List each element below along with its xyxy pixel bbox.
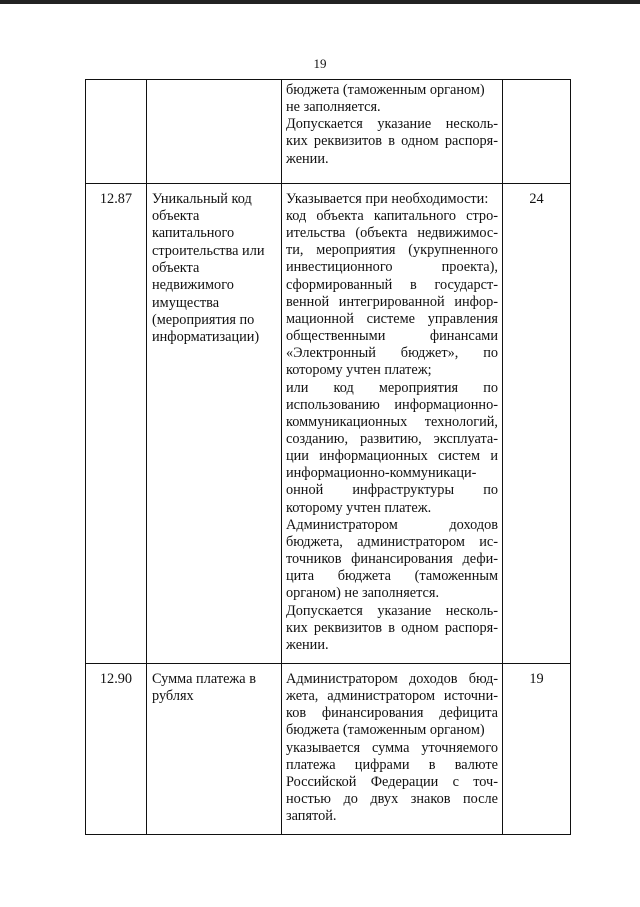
description-line: инвестиционного проекта), <box>286 259 498 276</box>
description-line: органом) не заполняется. <box>286 585 440 602</box>
page-number: 19 <box>313 56 327 71</box>
requisite-name-line: объекта <box>152 208 200 225</box>
description-text <box>286 80 498 183</box>
description-line: ких реквизитов в одном распоря- <box>286 619 498 636</box>
requisite-name-line: объекта <box>152 259 200 276</box>
description-line: Администратором доходов <box>286 516 498 533</box>
requisite-name-cell <box>147 664 282 835</box>
description-line: коммуникационных технологий, <box>286 413 498 430</box>
description-line: цита бюджета (таможенным <box>286 568 498 585</box>
description-line: запятой. <box>286 808 337 825</box>
description-line: жении. <box>286 636 329 653</box>
description-line: венной интегрированной инфор- <box>286 293 498 310</box>
description-line: жении. <box>286 150 329 167</box>
description-line: ностью до двух знаков после <box>286 791 498 808</box>
description-line: бюджета (таможенным органом) <box>286 82 485 98</box>
description-line: созданию, развитию, эксплуата- <box>286 430 498 447</box>
description-line: онной инфраструктуры по <box>286 482 498 499</box>
description-line: платежа цифрами в валюте <box>286 756 498 773</box>
requisite-code-cell: 12.87 <box>86 183 147 663</box>
top-border-rule <box>0 0 640 4</box>
table-row <box>86 664 571 835</box>
table-row <box>86 183 571 663</box>
description-line: Российской Федерации с точ- <box>286 773 498 790</box>
description-line: ков финансирования дефицита <box>286 705 498 722</box>
description-line: ции информационных систем и <box>286 448 498 465</box>
description-line: Указывается при необходимости: <box>286 190 489 207</box>
description-line: указывается сумма уточняемого <box>286 739 498 756</box>
description-line: код объекта капитального стро- <box>286 207 498 224</box>
description-line: жета, администратором источни- <box>286 688 498 705</box>
requisite-name-line: капитального <box>152 225 235 242</box>
description-text <box>286 184 498 663</box>
description-line: бюджета, администратором ис- <box>286 533 498 550</box>
requisite-name-line: имущества <box>152 294 220 311</box>
requisite-description-cell <box>282 80 503 184</box>
description-line: общественными финансами <box>286 328 498 345</box>
requisites-table <box>85 79 571 835</box>
requisite-name-line: Сумма платежа в <box>152 671 256 687</box>
description-line: которому учтен платеж. <box>286 499 432 516</box>
description-line: или код мероприятия по <box>286 379 498 396</box>
requisite-count-cell: 24 <box>503 183 571 663</box>
description-line: Допускается указание несколь- <box>286 116 498 133</box>
description-line: «Электронный бюджет», по <box>286 345 498 362</box>
description-text <box>286 664 498 834</box>
requisite-name-line: (мероприятия по <box>152 311 255 328</box>
requisite-count-cell <box>503 80 571 184</box>
description-line: ти, мероприятия (укрупненного <box>286 242 498 259</box>
table-row <box>86 80 571 184</box>
description-line: Допускается указание несколь- <box>286 602 498 619</box>
requisite-name-line: рублях <box>152 688 194 705</box>
description-line: Администратором доходов бюд- <box>286 671 498 687</box>
description-line: ительства (объекта недвижимос- <box>286 225 498 242</box>
requisite-description-cell <box>282 664 503 835</box>
requisite-name-cell <box>147 183 282 663</box>
requisites-table-body <box>86 80 571 835</box>
requisite-code-cell <box>86 80 147 184</box>
requisite-name-line: информатизации) <box>152 329 260 346</box>
requisite-code-cell: 12.90 <box>86 664 147 835</box>
description-line: мационной системе управления <box>286 310 498 327</box>
requisite-name-cell <box>147 80 282 184</box>
description-line: точников финансирования дефи- <box>286 551 498 568</box>
description-line: ких реквизитов в одном распоря- <box>286 133 498 150</box>
description-line: бюджета (таможенным органом) <box>286 722 485 739</box>
description-line: информационно-коммуникаци- <box>286 465 477 482</box>
requisite-description-cell <box>282 183 503 663</box>
description-line: сформированный в государст- <box>286 276 498 293</box>
description-line: использованию информационно- <box>286 396 498 413</box>
description-line: не заполняется. <box>286 99 381 116</box>
requisite-name-line: строительства или <box>152 242 265 259</box>
description-line: которому учтен платеж; <box>286 362 432 379</box>
requisite-name-line: Уникальный код <box>152 190 252 207</box>
requisite-count-cell: 19 <box>503 664 571 835</box>
requisite-name-line: недвижимого <box>152 277 234 294</box>
